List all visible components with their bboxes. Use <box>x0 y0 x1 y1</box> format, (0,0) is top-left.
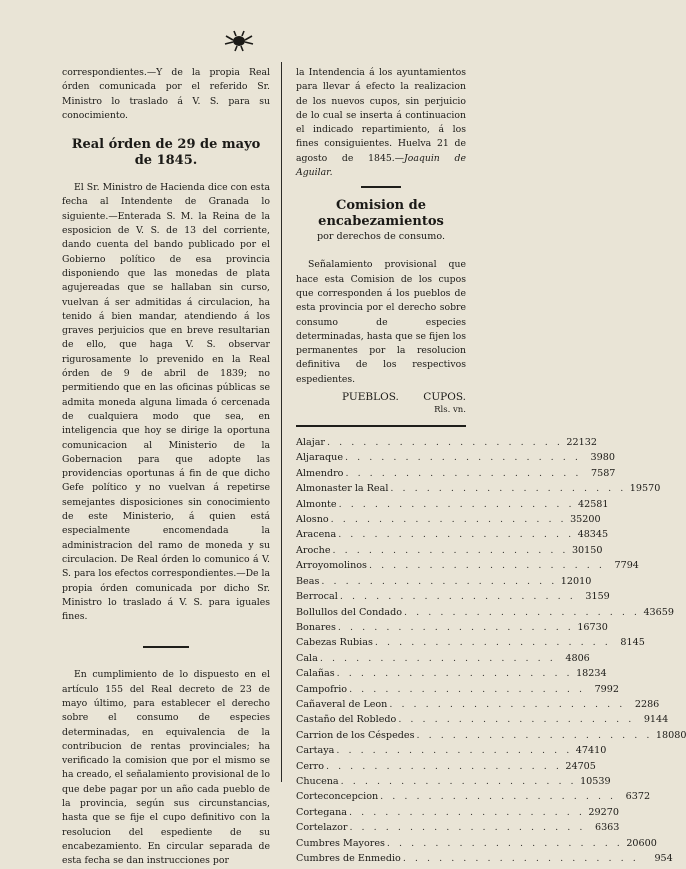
leader-dots: . . . . . . . . . . . . . . . . . . . . <box>416 729 653 741</box>
signature: Joaquin de Aguilar. <box>296 152 466 179</box>
table-row <box>296 497 609 512</box>
table-row <box>296 851 673 866</box>
cupo-value: 6363 <box>594 822 620 834</box>
printer-ornament-icon <box>224 30 254 52</box>
cupo-value: 20600 <box>626 837 657 849</box>
pueblo-name: Cumbres Mayores <box>296 837 385 849</box>
leader-dots: . . . . . . . . . . . . . . . . . . . . <box>336 668 573 680</box>
table-row <box>296 712 669 727</box>
right-body-paragraph: Señalamiento provisional que hace esta Comision de los cupos que corresponden á los pueblos de esta provincia por el derecho sobre consumo de especies determinadas, hasta que se fijen los permanentes por la resolucion definitiva de los respectivos espedientes. <box>296 259 466 385</box>
pueblo-name: Berrocal <box>296 591 338 603</box>
pueblo-name: Cala <box>296 652 318 664</box>
pueblo-name: Cerro <box>296 760 324 772</box>
leader-dots: . . . . . . . . . . . . . . . . . . . . <box>339 591 576 603</box>
pueblo-name: Alajar <box>296 437 325 449</box>
table-row <box>296 651 590 666</box>
pueblo-name: Bonares <box>296 621 336 633</box>
table-row <box>296 697 660 712</box>
pueblo-name: Cortegana <box>296 806 347 818</box>
left-body-paragraph-1: El Sr. Ministro de Hacienda dice con esta fecha al Intendente de Granada lo siguiente.—Enterada S. M. la Reina de la esposicion de V. S. de 13 del corriente, dando cuenta del bando publicado por el Gobierno político de esa provincia disponiendo que las monedas de plata agujereadas que se hallaban sin curso, vuelvan á ser admitidas á circulacion, ha tenido á bien mandar, atendiendo á los graves perjuicios que en breve resultarian de ello, que haga V. S. observar rigurosamente lo prevenido en la Real órden de 9 de abril de 1839; no permitiendo que en las oficinas públicas se admita moneda alguna limada ó cercenada de cualquiera modo que sea, en inteligencia que hoy se dirige la oportuna comunicacion al Ministerio de la Gobernacion para que adopte las providencias oportunas á fin de que dicho Gefe político y no vuelvan á repetirse semejantes disposiciones sin conocimiento de este Ministerio, á quien está especialmente encomendada la administracion del ramo de moneda y su circulacion. De Real órden lo comunico á V. S. para los efectos correspondientes.—De la propia órden comunicada por dicho Sr. Ministro lo traslado á V. S. para iguales fines. <box>62 182 270 623</box>
table-row <box>296 682 619 697</box>
left-intro-text: correspondientes.—Y de la propia Real órden comunicada por el referido Sr. Ministro lo traslado á V. S. para su conocimiento. <box>62 67 270 121</box>
leader-dots: . . . . . . . . . . . . . . . . . . . . <box>368 560 605 572</box>
leader-dots: . . . . . . . . . . . . . . . . . . . . <box>337 621 574 633</box>
leader-dots: . . . . . . . . . . . . . . . . . . . . <box>398 714 635 726</box>
cupo-value: 8145 <box>620 637 645 649</box>
right-heading: Comision de encabezamientos <box>318 198 444 230</box>
leader-dots: . . . . . . . . . . . . . . . . . . . . <box>374 637 611 649</box>
cupo-value: 9144 <box>643 714 669 726</box>
cupo-value: 12010 <box>560 575 592 587</box>
leader-dots: . . . . . . . . . . . . . . . . . . . . <box>319 652 556 664</box>
leader-dots: . . . . . . . . . . . . . . . . . . . . <box>327 437 563 449</box>
section-separator <box>143 646 189 648</box>
column-header-units: Rls. vn. <box>434 405 466 416</box>
pueblo-name: Cumbres de Enmedio <box>296 853 401 865</box>
pueblo-name: Calañas <box>296 668 335 680</box>
table-row <box>296 589 610 604</box>
pueblo-name: Carrion de los Céspedes <box>296 729 415 741</box>
cupo-value: 47410 <box>575 745 607 757</box>
table-row <box>296 574 592 589</box>
pueblo-name: Aroche <box>296 544 331 556</box>
cupo-value: 30150 <box>571 544 603 556</box>
pueblo-name: Castaño del Robledo <box>296 714 397 726</box>
cupo-value: 16730 <box>577 621 608 633</box>
leader-dots: . . . . . . . . . . . . . . . . . . . . <box>349 806 585 818</box>
table-row <box>296 620 608 635</box>
column-divider <box>281 62 282 782</box>
table-row <box>296 743 607 758</box>
section-separator <box>361 186 401 188</box>
cupo-value: 43659 <box>643 606 674 618</box>
leader-dots: . . . . . . . . . . . . . . . . . . . . <box>386 837 623 849</box>
leader-dots: . . . . . . . . . . . . . . . . . . . . <box>389 698 626 710</box>
leader-dots: . . . . . . . . . . . . . . . . . . . . <box>330 514 567 526</box>
pueblo-name: Beas <box>296 575 320 587</box>
table-row <box>296 728 686 743</box>
leader-dots: . . . . . . . . . . . . . . . . . . . . <box>338 498 575 510</box>
cupo-value: 19570 <box>629 483 661 495</box>
table-row <box>296 481 661 496</box>
table-row <box>296 605 674 620</box>
left-heading: Real órden de 29 de mayo de 1845. <box>71 137 261 169</box>
cupo-value: 6372 <box>625 791 651 803</box>
table-row <box>296 450 615 465</box>
table-row <box>296 512 601 527</box>
pueblo-name: Arroyomolinos <box>296 560 367 572</box>
cupo-value: 3980 <box>590 452 615 464</box>
table-row <box>296 666 607 681</box>
table-row <box>296 805 619 820</box>
pueblo-name: Aracena <box>296 529 337 541</box>
pueblo-name: Aljaraque <box>296 452 343 464</box>
leader-dots: . . . . . . . . . . . . . . . . . . . . <box>349 683 585 695</box>
right-subheading: por derechos de consumo. <box>317 231 445 243</box>
column-header-pueblos: PUEBLOS. <box>342 391 399 404</box>
pueblo-name: Cabezas Rubias <box>296 637 373 649</box>
cupo-value: 48345 <box>577 529 609 541</box>
cupo-value: 7992 <box>594 683 619 695</box>
leader-dots: . . . . . . . . . . . . . . . . . . . . <box>321 575 558 587</box>
leader-dots: . . . . . . . . . . . . . . . . . . . . <box>325 760 562 772</box>
pueblo-name: Almonaster la Real <box>296 483 389 495</box>
leader-dots: . . . . . . . . . . . . . . . . . . . . <box>338 529 575 541</box>
pueblo-name: Chucena <box>296 775 339 787</box>
cupo-value: 35200 <box>570 514 601 526</box>
left-column <box>62 66 270 869</box>
pueblo-name: Cartaya <box>296 745 335 757</box>
pueblo-name: Almendro <box>296 467 344 479</box>
cupo-value: 18234 <box>576 668 607 680</box>
table-row <box>296 635 645 650</box>
pueblo-name: Bollullos del Condado <box>296 606 403 618</box>
pueblo-name: Cañaveral de Leon <box>296 698 388 710</box>
table-row <box>296 774 611 789</box>
table-row <box>296 435 597 450</box>
table-rule <box>296 425 466 427</box>
table-row <box>296 466 616 481</box>
leader-dots: . . . . . . . . . . . . . . . . . . . . <box>332 544 569 556</box>
leader-dots: . . . . . . . . . . . . . . . . . . . . <box>336 745 573 757</box>
cupo-value: 18080 <box>655 729 686 741</box>
leader-dots: . . . . . . . . . . . . . . . . . . . . <box>345 467 582 479</box>
leader-dots: . . . . . . . . . . . . . . . . . . . . <box>402 853 639 865</box>
cupo-value: 24705 <box>565 760 596 772</box>
table-row <box>296 836 657 851</box>
table-row <box>296 789 651 804</box>
cupo-value: 10539 <box>580 775 611 787</box>
pueblo-name: Corteconcepcion <box>296 791 379 803</box>
table-row <box>296 558 639 573</box>
pueblo-name: Campofrio <box>296 683 348 695</box>
leader-dots: . . . . . . . . . . . . . . . . . . . . <box>340 775 577 787</box>
column-header-cupos: CUPOS. Rls. vn. <box>423 391 466 416</box>
leader-dots: . . . . . . . . . . . . . . . . . . . . <box>345 452 581 464</box>
cupo-value: 7587 <box>590 467 616 479</box>
cupo-value: 7794 <box>614 560 639 572</box>
cupo-value: 42581 <box>578 498 609 510</box>
table-header <box>296 391 466 417</box>
cupo-value: 4806 <box>565 652 590 664</box>
table-body <box>296 435 686 866</box>
pueblo-name: Alosno <box>296 514 329 526</box>
pueblo-name: Almonte <box>296 498 337 510</box>
table-row <box>296 543 603 558</box>
cupo-value: 3159 <box>585 591 610 603</box>
cupo-value: 22132 <box>566 437 597 449</box>
table-row <box>296 820 620 835</box>
leader-dots: . . . . . . . . . . . . . . . . . . . . <box>390 483 627 495</box>
leader-dots: . . . . . . . . . . . . . . . . . . . . <box>404 606 640 618</box>
cupo-value: 2286 <box>634 698 660 710</box>
right-intro-text: la Intendencia á los ayuntamientos para llevar á efecto la realizacion de los nuevos cupos, sin perjuicio de lo cual se inserta á continuacion el indicado repartimiento, á los fines consiguientes. Huelva 21 de agosto de 1845.—Joaquin de Aguilar. <box>296 67 466 179</box>
left-body-paragraph-2: En cumplimiento de lo dispuesto en el artículo 155 del Real decreto de 23 de mayo último, para establecer el derecho sobre el consumo de especies determinadas, en equivalencia de la contribucion de rentas provinciales; ha verificado la comision que por el mismo se ha creado, el señalamiento provisional de lo que debe pagar por un año cada pueblo de la provincia, según sus circunstancias, hasta que se fije el cupo definitivo con la resolucion del espediente de su encabezamiento. En circular separada de esta fecha se dan instrucciones por <box>62 669 270 867</box>
pueblo-name: Cortelazor <box>296 822 348 834</box>
cupo-value: 29270 <box>588 806 619 818</box>
right-column <box>296 66 686 866</box>
leader-dots: . . . . . . . . . . . . . . . . . . . . <box>380 791 617 803</box>
table-row <box>296 527 609 542</box>
cupo-value: 954 <box>654 853 673 865</box>
leader-dots: . . . . . . . . . . . . . . . . . . . . <box>349 822 586 834</box>
table-row <box>296 759 596 774</box>
